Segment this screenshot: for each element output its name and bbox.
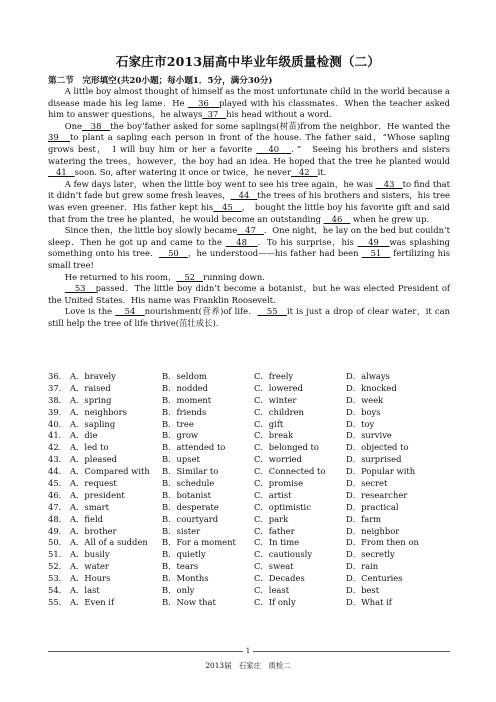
option-d: D．rain <box>346 561 379 572</box>
option-c: C．cautiously <box>254 549 313 560</box>
option-c: C．lowered <box>254 382 303 393</box>
question-number: 40． <box>48 418 68 429</box>
option-d: D．What if <box>346 596 392 607</box>
option-b: B．only <box>162 585 195 596</box>
passage-text: ．One night，he lay on the bed but couldn’t sleep．Then he got up and came to the <box>48 225 450 247</box>
option-c: C．worried <box>254 454 302 465</box>
cloze-passage <box>48 86 450 329</box>
passage-text: the boy’father asked for some saplings(树苗)from the neighbor．He wanted the <box>110 120 450 131</box>
option-a: A．die <box>70 430 98 441</box>
option-c: C．gift <box>254 418 284 429</box>
option-row <box>48 395 458 407</box>
blank-number: 54 <box>115 306 145 317</box>
option-d: D．knocked <box>346 382 397 393</box>
passage-paragraph <box>48 283 450 306</box>
option-a: A．request <box>70 478 117 489</box>
question-number: 39． <box>48 406 68 417</box>
blank-number: 39 <box>48 132 71 143</box>
option-b: B．schedule <box>162 478 215 489</box>
passage-text: nourishment(营养)of life． <box>144 306 258 317</box>
blank-number: 53 <box>64 283 96 294</box>
blank-number: 42 <box>290 167 318 178</box>
option-b: B．grow <box>162 430 199 441</box>
option-row <box>48 585 458 597</box>
option-d: D．surprised <box>346 454 402 465</box>
option-b: B．tears <box>162 561 199 572</box>
blank-number: 36 <box>187 97 219 108</box>
option-c: C．Decades <box>254 573 305 584</box>
question-number: 45． <box>48 478 68 489</box>
option-a: A．sapling <box>70 418 116 429</box>
option-a: A．pleased <box>70 454 118 465</box>
option-c: C．break <box>254 430 294 441</box>
option-c: C．winter <box>254 394 297 405</box>
option-row <box>48 454 458 466</box>
passage-text: fertilizing his small tree! <box>48 248 450 270</box>
passage-paragraph <box>48 179 450 225</box>
option-d: D．researcher <box>346 489 408 500</box>
question-number: 50． <box>48 537 68 548</box>
option-row <box>48 383 458 395</box>
option-a: A．brother <box>70 525 117 536</box>
option-a: A．raised <box>70 382 111 393</box>
blank-number: 47 <box>237 225 264 236</box>
passage-paragraph <box>48 86 450 121</box>
blank-number: 52 <box>176 271 203 282</box>
option-d: D．secretly <box>346 549 395 560</box>
blank-number: 55 <box>257 306 287 317</box>
blank-number: 41 <box>48 167 75 178</box>
option-c: C．Connected to <box>254 466 326 477</box>
option-d: D．always <box>346 371 390 381</box>
section-heading: 第二节 完形填空(共20小题；每小题1．5分，满分30分) <box>48 76 273 86</box>
option-row <box>48 561 458 573</box>
question-number: 48． <box>48 513 68 524</box>
passage-text: ， bought the little boy his favorite gift and said that from the tree he planted，he would become an outstanding <box>48 201 450 224</box>
passage-paragraph <box>48 272 450 284</box>
option-c: C．If only <box>254 596 296 607</box>
option-c: C．artist <box>254 489 292 500</box>
question-number: 36． <box>48 371 68 381</box>
question-number: 47． <box>48 501 68 512</box>
page-title: 石家庄市2013届高中毕业年级质量检测（二） <box>115 54 381 69</box>
option-b: B．Similar to <box>162 466 219 477</box>
option-a: A．led to <box>70 442 109 453</box>
option-a: A．spring <box>70 394 112 405</box>
passage-text: was splashing something onto his tree． <box>48 236 450 259</box>
blank-number: 48 <box>225 236 258 247</box>
passage-paragraph <box>48 306 450 329</box>
question-number: 51． <box>48 549 68 560</box>
option-row <box>48 478 458 490</box>
option-d: D．boys <box>346 406 381 417</box>
option-b: B．nodded <box>162 382 209 393</box>
option-row <box>48 430 458 442</box>
option-d: D．farm <box>346 513 382 524</box>
option-d: D．best <box>346 585 380 596</box>
option-b: B．seldom <box>162 371 207 381</box>
option-b: B．desperate <box>162 501 219 512</box>
option-d: D．practical <box>346 501 399 512</box>
option-b: B．friends <box>162 406 207 417</box>
option-a: A．bravely <box>70 371 116 381</box>
option-b: B．botanist <box>162 489 212 500</box>
option-a: A．Compared with <box>70 466 150 477</box>
passage-text: his head without a word. <box>226 109 332 120</box>
passage-text: when he grew up. <box>350 213 430 224</box>
blank-number: 45 <box>213 201 242 212</box>
question-number: 37． <box>48 382 68 393</box>
passage-paragraph <box>48 225 450 271</box>
option-c: C．promise <box>254 478 304 489</box>
option-row <box>48 466 458 478</box>
option-b: B．quietly <box>162 549 206 560</box>
option-b: B．tree <box>162 418 194 429</box>
question-number: 52． <box>48 561 68 572</box>
option-d: D．survive <box>346 430 392 441</box>
passage-text: ，he understood——his father had been <box>187 248 362 259</box>
option-row <box>48 526 458 538</box>
option-row <box>48 514 458 526</box>
blank-number: 50 <box>159 248 188 259</box>
option-d: D．toy <box>346 418 375 429</box>
passage-text: running down. <box>202 271 265 282</box>
option-a: A．neighbors <box>70 406 127 417</box>
option-b: B．moment <box>162 394 212 405</box>
option-row <box>48 597 458 609</box>
passage-text: it is just a drop of clear water，it can still help the tree of life thrive(茁壮成长). <box>48 306 450 328</box>
answer-options-table <box>48 371 458 609</box>
question-number: 55． <box>48 596 68 607</box>
option-b: B．Now that <box>162 596 216 607</box>
passage-text: soon. So, after watering it once or twice，he never <box>74 167 291 178</box>
blank-number: 40 <box>256 143 292 154</box>
option-a: A．busily <box>70 549 110 560</box>
option-row <box>48 419 458 431</box>
option-d: D．objected to <box>346 442 409 453</box>
option-b: B．courtyard <box>162 513 219 524</box>
option-c: C．In time <box>254 537 300 548</box>
option-row <box>48 502 458 514</box>
option-c: C．park <box>254 513 289 524</box>
option-b: B．upset <box>162 454 200 465</box>
blank-number: 38 <box>82 120 111 131</box>
question-number: 38． <box>48 394 68 405</box>
blank-number: 49 <box>357 236 390 247</box>
option-c: C．father <box>254 525 295 536</box>
option-a: A．smart <box>70 501 110 512</box>
option-row <box>48 442 458 454</box>
option-a: A．water <box>70 561 109 572</box>
option-row <box>48 573 458 585</box>
option-b: B．sister <box>162 525 201 536</box>
passage-text: to plant a sapling each person in front of the house. The father said，“Whose sapling grows best， I will buy him or her a favorite <box>48 132 450 154</box>
option-a: A．Even if <box>70 596 115 607</box>
passage-text: He returned to his room， <box>64 271 177 282</box>
passage-text: Since then，the little boy slowly became <box>64 225 238 236</box>
option-a: A．president <box>70 489 125 500</box>
passage-text: Love is the <box>64 306 116 317</box>
question-number: 44． <box>48 466 68 477</box>
passage-text: to find that it didn’t fade but grew some fresh leaves， <box>48 178 451 201</box>
passage-text: One <box>64 120 83 131</box>
option-a: A．Hours <box>70 573 111 584</box>
question-number: 42． <box>48 442 68 453</box>
passage-text: ．” Seeing his brothers and sisters watering the trees，however，the boy had an idea. He hoped that the tree he planted would <box>48 143 450 166</box>
page-footer: 2013届 石家庄 质检二 <box>205 661 291 670</box>
option-b: B．attended to <box>162 442 226 453</box>
passage-text: passed．The little boy didn’t become a botanist，but he was elected President of the United States．His name was Franklin Roosevelt. <box>48 283 450 305</box>
option-row <box>48 371 458 383</box>
option-a: A．field <box>70 513 104 524</box>
option-b: B．For a moment <box>162 537 236 548</box>
passage-text: the trees of his brothers and sisters，his tree was even greener．His father kept his <box>48 190 451 212</box>
passage-paragraph <box>48 121 450 179</box>
passage-text: A little boy almost thought of himself as the most unfortunate child in the world because a disease made his leg lame．He <box>48 86 450 108</box>
question-number: 46． <box>48 489 68 500</box>
question-number: 43． <box>48 454 68 465</box>
option-d: D．Centuries <box>346 573 403 584</box>
option-row <box>48 537 458 549</box>
option-d: D．From then on <box>346 537 419 548</box>
option-row <box>48 490 458 502</box>
blank-number: 51 <box>361 248 391 259</box>
option-c: C．sweat <box>254 561 294 572</box>
option-d: D．week <box>346 394 384 405</box>
passage-text: A few days later，when the little boy went to see his tree again，he was <box>64 178 376 189</box>
question-number: 49． <box>48 525 68 536</box>
blank-number: 44 <box>230 190 258 201</box>
passage-text: played with his classmates．When the teacher asked him to answer questions，he always <box>48 97 450 120</box>
option-c: C．least <box>254 585 290 596</box>
option-c: C．belonged to <box>254 442 319 453</box>
question-number: 54． <box>48 585 68 596</box>
question-number: 41． <box>48 430 68 441</box>
page-number <box>0 647 496 655</box>
page-number-text: 1 <box>243 647 253 655</box>
passage-text: it. <box>317 167 327 178</box>
option-c: C．children <box>254 406 304 417</box>
blank-number: 37 <box>202 109 227 120</box>
question-number: 53． <box>48 573 68 584</box>
option-a: A．All of a sudden <box>70 537 148 548</box>
passage-text: ．To his surprise，his <box>257 236 358 247</box>
option-b: B．Months <box>162 573 209 584</box>
option-c: C．freely <box>254 371 294 381</box>
option-a: A．last <box>70 585 100 596</box>
option-d: D．secret <box>346 478 388 489</box>
option-c: C．optimistic <box>254 501 311 512</box>
option-row <box>48 407 458 419</box>
option-d: D．neighbor <box>346 525 400 536</box>
option-d: D．Popular with <box>346 466 416 477</box>
option-row <box>48 549 458 561</box>
blank-number: 46 <box>323 213 351 224</box>
blank-number: 43 <box>375 178 403 189</box>
